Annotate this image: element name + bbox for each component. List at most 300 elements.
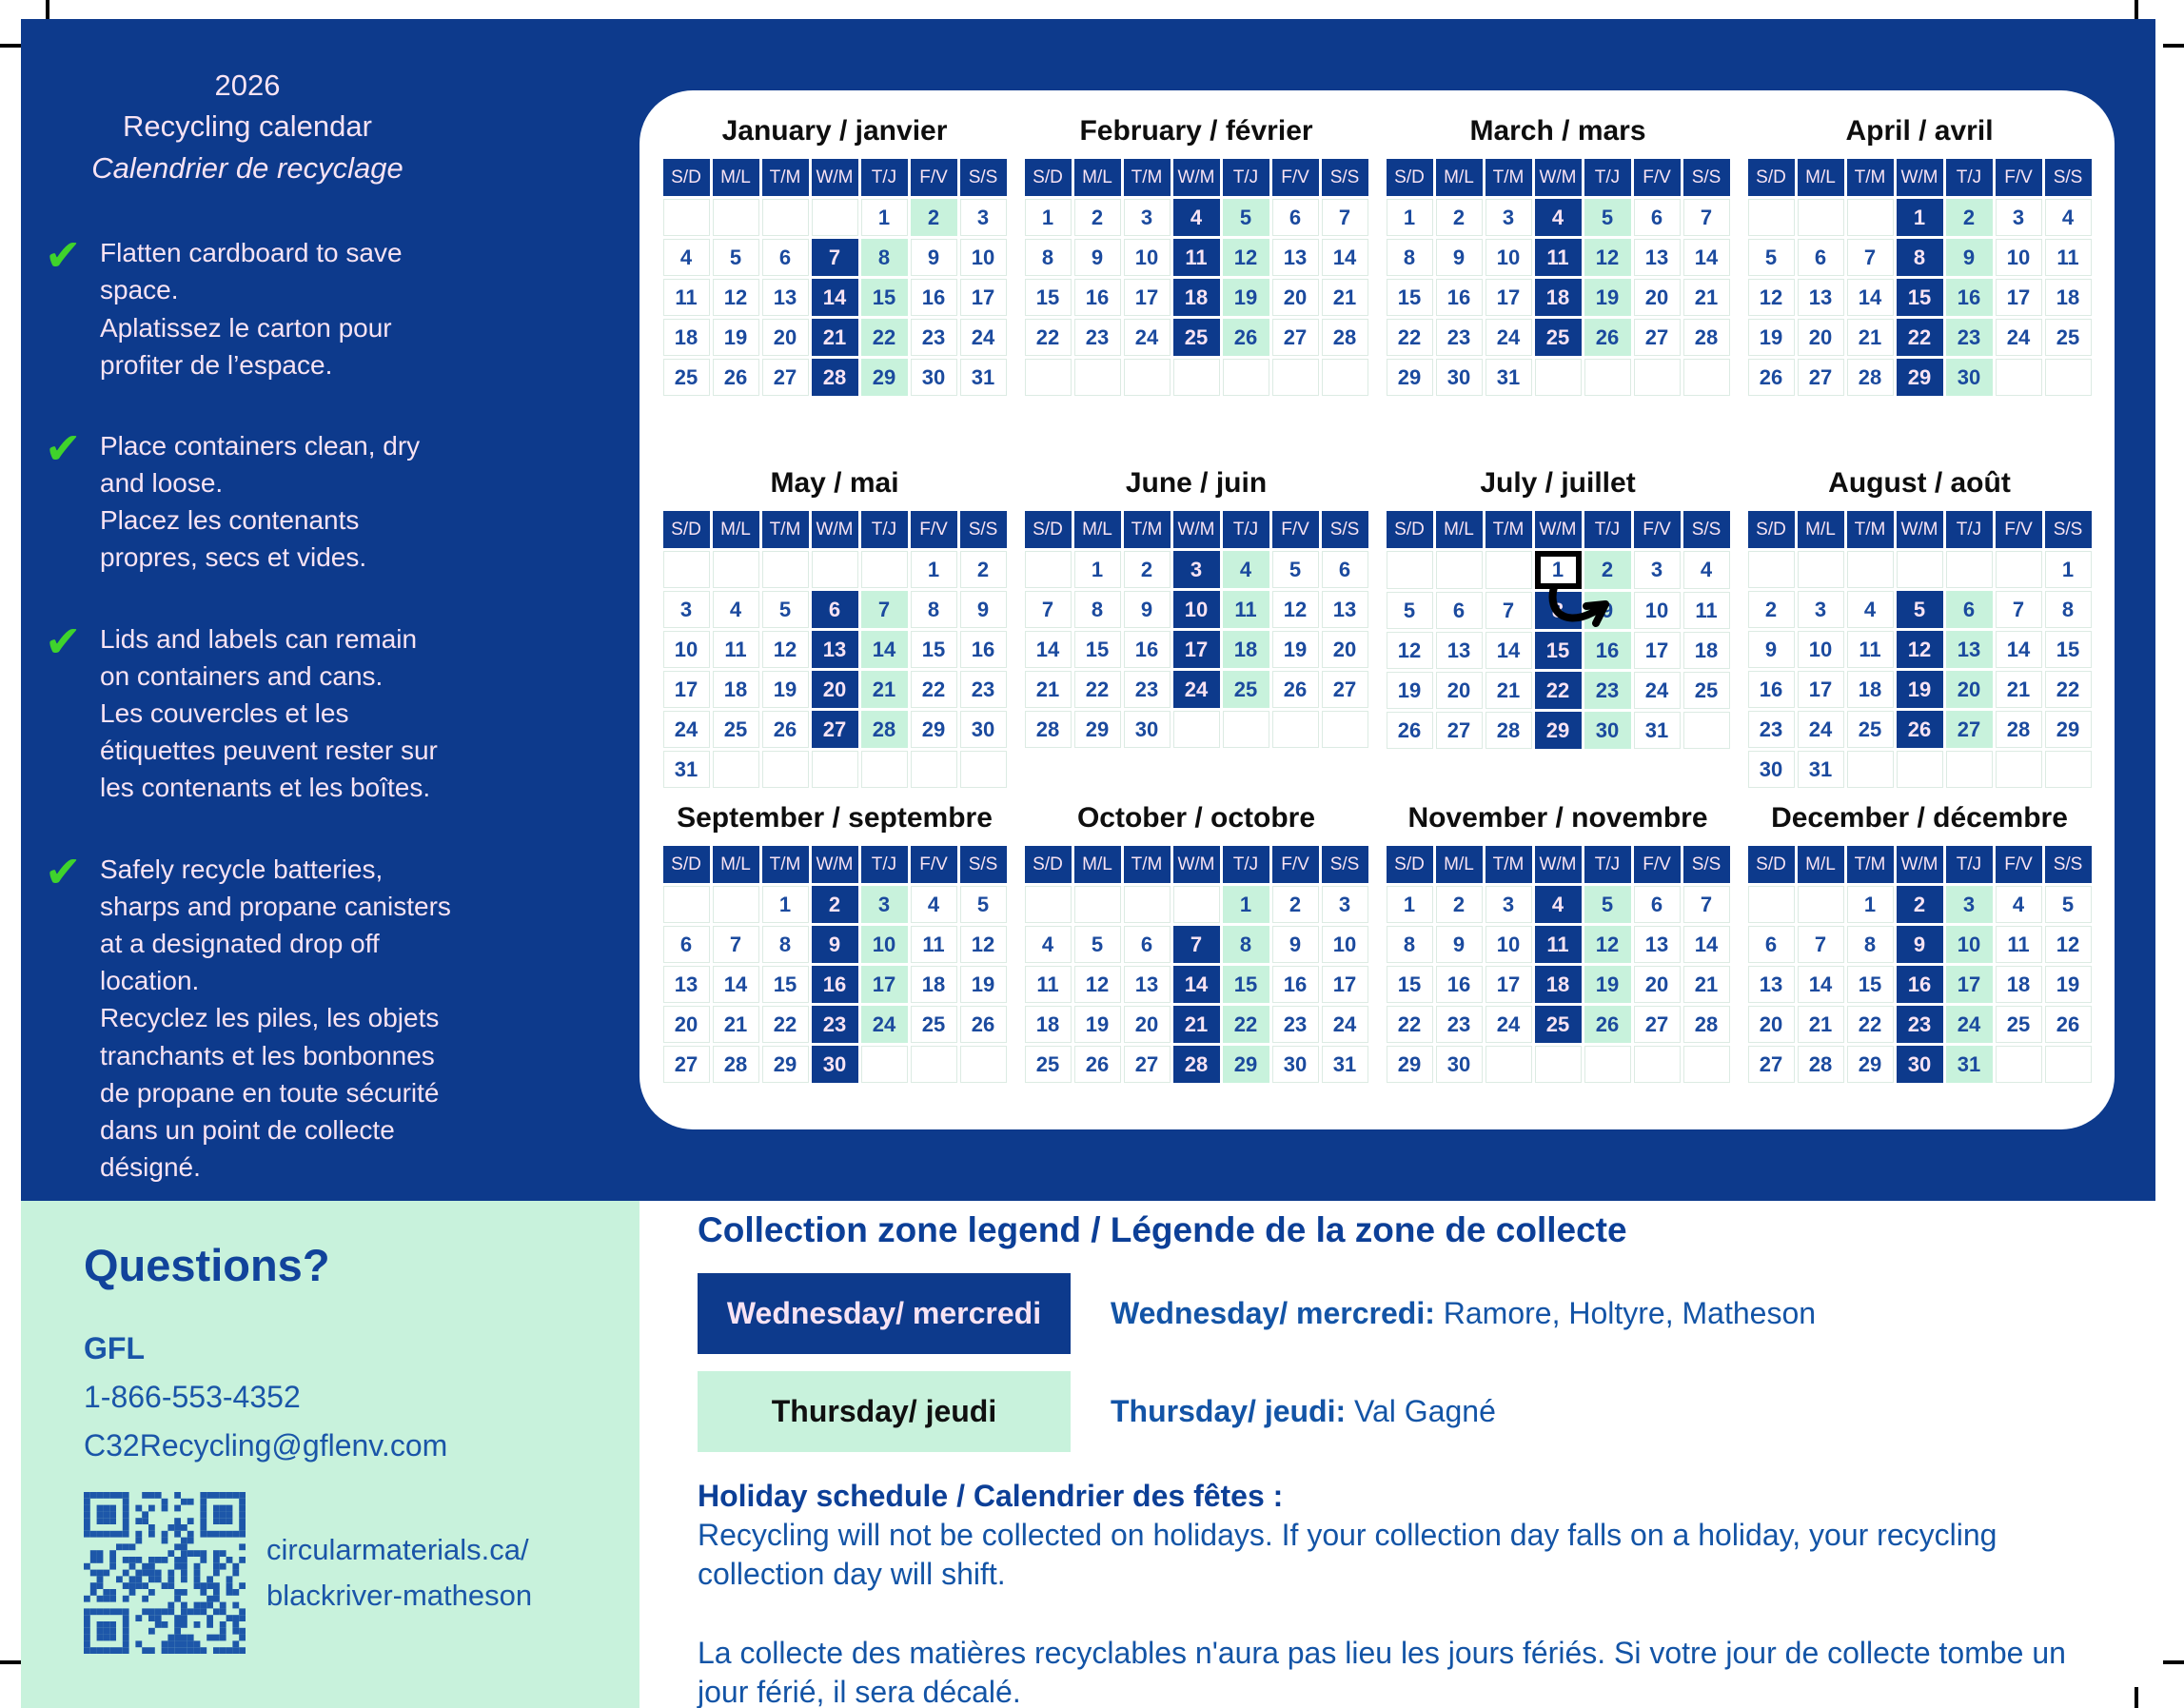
day-header: M/L [1798, 159, 1844, 196]
day-cell: 20 [762, 319, 809, 356]
day-cell: 28 [812, 359, 858, 396]
day-cell: 28 [1798, 1046, 1844, 1083]
day-cell: 15 [1025, 279, 1072, 316]
day-header: T/M [762, 159, 809, 196]
tip-text-en: Safely recycle batteries, sharps and propane canisters at a designated drop off location. [100, 854, 451, 996]
day-cell: 19 [713, 319, 759, 356]
empty-cell [1322, 359, 1368, 396]
day-cell: 6 [1748, 926, 1795, 963]
day-cell: 14 [1683, 926, 1730, 963]
wednesday-label-bold: Wednesday/ mercredi: [1111, 1296, 1435, 1330]
day-header: T/M [1124, 159, 1171, 196]
day-cell: 11 [713, 631, 759, 668]
day-cell: 6 [1436, 592, 1483, 629]
day-header: T/M [1847, 159, 1894, 196]
day-cell: 11 [1535, 926, 1582, 963]
month-grid-september [660, 843, 1010, 1086]
empty-cell [1748, 551, 1795, 588]
questions-title: Questions? [84, 1240, 330, 1290]
empty-cell [1535, 1046, 1582, 1083]
day-cell: 6 [1322, 551, 1368, 588]
day-cell: 23 [1946, 319, 1993, 356]
month-title-january: January / janvier [721, 115, 948, 147]
day-cell: 14 [1798, 966, 1844, 1003]
day-cell: 10 [960, 239, 1007, 276]
day-cell: 19 [762, 671, 809, 708]
day-cell: 25 [2045, 319, 2092, 356]
checkmark-icon: ✔ [45, 229, 82, 282]
day-cell: 30 [812, 1046, 858, 1083]
day-header: S/S [1322, 511, 1368, 548]
months-grid [652, 115, 2102, 1086]
day-cell: 9 [812, 926, 858, 963]
month-july [1378, 467, 1738, 802]
day-cell: 19 [2045, 966, 2092, 1003]
day-cell: 15 [2045, 631, 2092, 668]
day-header: S/D [1748, 159, 1795, 196]
day-cell: 6 [1798, 239, 1844, 276]
day-cell: 12 [1387, 632, 1433, 669]
tip-item [43, 845, 452, 1187]
day-cell: 6 [1272, 199, 1319, 236]
day-cell: 25 [713, 711, 759, 748]
day-cell: 26 [762, 711, 809, 748]
day-cell: 17 [1322, 966, 1368, 1003]
day-cell: 21 [1847, 319, 1894, 356]
day-cell: 28 [1025, 711, 1072, 748]
day-cell: 3 [663, 591, 710, 628]
day-cell: 10 [1946, 926, 1993, 963]
day-cell: 9 [911, 239, 957, 276]
day-cell: 9 [960, 591, 1007, 628]
day-cell: 2 [812, 886, 858, 923]
day-cell: 28 [861, 711, 908, 748]
day-cell: 20 [1634, 966, 1681, 1003]
tip-text-en: Flatten cardboard to save space. [100, 238, 403, 305]
day-cell: 5 [713, 239, 759, 276]
empty-cell [1996, 1046, 2042, 1083]
empty-cell [1683, 359, 1730, 396]
day-cell: 13 [1946, 631, 1993, 668]
day-cell: 28 [1847, 359, 1894, 396]
day-header: S/D [1025, 511, 1072, 548]
day-cell: 5 [1272, 551, 1319, 588]
tip-item [43, 615, 452, 807]
day-header: T/J [861, 846, 908, 883]
day-cell: 15 [1387, 966, 1433, 1003]
tip-text-fr: Recyclez les piles, les objets tranchants et les bonbonnes de propane en toute sécurité dans un point de collecte désigné. [100, 1003, 440, 1183]
day-cell: 27 [1322, 671, 1368, 708]
day-cell: 2 [1124, 551, 1171, 588]
day-cell: 3 [1996, 199, 2042, 236]
day-cell: 10 [1124, 239, 1171, 276]
day-header: S/D [1025, 846, 1072, 883]
empty-cell [762, 199, 809, 236]
day-cell: 24 [1486, 1006, 1532, 1043]
day-cell: 8 [1897, 239, 1943, 276]
month-may [655, 467, 1014, 802]
day-cell: 14 [1025, 631, 1072, 668]
month-january [655, 115, 1014, 467]
day-cell: 1 [861, 199, 908, 236]
day-cell: 11 [1996, 926, 2042, 963]
day-cell: 29 [1387, 359, 1433, 396]
empty-cell [812, 751, 858, 788]
day-cell: 11 [1025, 966, 1072, 1003]
day-header: W/M [1173, 511, 1220, 548]
month-grid-february [1022, 156, 1371, 399]
day-cell: 29 [1535, 712, 1582, 749]
day-cell: 23 [960, 671, 1007, 708]
empty-cell [861, 751, 908, 788]
empty-cell [1946, 551, 1993, 588]
day-cell: 26 [1387, 712, 1433, 749]
collection-zone-legend [698, 1210, 2158, 1708]
day-cell: 25 [663, 359, 710, 396]
day-cell: 27 [1272, 319, 1319, 356]
day-cell: 22 [1223, 1006, 1269, 1043]
empty-cell [1124, 359, 1171, 396]
day-cell: 18 [713, 671, 759, 708]
empty-cell [713, 751, 759, 788]
day-cell: 3 [1322, 886, 1368, 923]
day-header: T/J [1223, 846, 1269, 883]
questions-block [21, 1201, 639, 1708]
website-url [266, 1527, 532, 1619]
day-header: M/L [713, 846, 759, 883]
day-header: S/D [663, 511, 710, 548]
day-cell: 29 [762, 1046, 809, 1083]
sidebar [43, 65, 452, 1186]
day-cell: 13 [1634, 239, 1681, 276]
day-cell: 28 [1683, 1006, 1730, 1043]
month-november [1378, 802, 1738, 1086]
day-cell: 6 [1634, 199, 1681, 236]
day-cell: 7 [1025, 591, 1072, 628]
day-cell: 4 [1847, 591, 1894, 628]
day-cell: 7 [713, 926, 759, 963]
day-cell: 12 [1074, 966, 1121, 1003]
month-april [1740, 115, 2099, 467]
day-cell: 25 [1223, 671, 1269, 708]
empty-cell [1897, 551, 1943, 588]
day-cell: 24 [1124, 319, 1171, 356]
day-header: W/M [812, 511, 858, 548]
empty-cell [2045, 751, 2092, 788]
day-cell: 30 [1897, 1046, 1943, 1083]
day-header: F/V [1996, 511, 2042, 548]
tip-text-fr: Aplatissez le carton pour profiter de l’espace. [100, 312, 392, 380]
day-cell: 31 [663, 751, 710, 788]
day-cell: 22 [762, 1006, 809, 1043]
day-cell: 17 [1634, 632, 1681, 669]
day-header: S/D [1748, 846, 1795, 883]
day-cell: 15 [1847, 966, 1894, 1003]
day-cell: 21 [1173, 1006, 1220, 1043]
day-header: F/V [911, 846, 957, 883]
day-cell: 21 [812, 319, 858, 356]
day-cell: 27 [1634, 1006, 1681, 1043]
day-cell: 13 [1322, 591, 1368, 628]
empty-cell [1748, 886, 1795, 923]
day-cell: 26 [2045, 1006, 2092, 1043]
day-header: S/S [2045, 159, 2092, 196]
day-cell: 17 [861, 966, 908, 1003]
day-cell: 12 [1748, 279, 1795, 316]
day-cell: 1 [1074, 551, 1121, 588]
day-cell: 19 [1584, 279, 1631, 316]
crop-mark [0, 44, 21, 48]
day-cell: 7 [1173, 926, 1220, 963]
day-cell: 26 [1748, 359, 1795, 396]
empty-cell [663, 199, 710, 236]
day-cell: 25 [911, 1006, 957, 1043]
day-cell: 28 [713, 1046, 759, 1083]
day-cell: 9 [1124, 591, 1171, 628]
day-cell: 31 [1634, 712, 1681, 749]
day-cell: 18 [1847, 671, 1894, 708]
day-header: W/M [1173, 846, 1220, 883]
day-cell: 20 [663, 1006, 710, 1043]
day-cell: 30 [1748, 751, 1795, 788]
empty-cell [812, 199, 858, 236]
tip-text-en: Place containers clean, dry and loose. [100, 430, 421, 499]
crop-mark [2163, 44, 2184, 48]
month-october [1016, 802, 1376, 1086]
empty-cell [1996, 751, 2042, 788]
day-header: T/M [1124, 511, 1171, 548]
day-cell: 12 [1584, 239, 1631, 276]
empty-cell [1634, 1046, 1681, 1083]
day-header: F/V [1996, 159, 2042, 196]
day-cell: 22 [1387, 319, 1433, 356]
day-cell: 15 [861, 279, 908, 316]
day-cell: 5 [960, 886, 1007, 923]
empty-cell [861, 551, 908, 588]
crop-mark [2163, 1660, 2184, 1664]
day-cell: 16 [960, 631, 1007, 668]
day-cell: 27 [1634, 319, 1681, 356]
day-cell: 10 [1996, 239, 2042, 276]
month-title-september: September / septembre [677, 802, 993, 834]
day-cell: 19 [1272, 631, 1319, 668]
day-header: S/S [2045, 846, 2092, 883]
day-cell: 14 [1847, 279, 1894, 316]
day-cell: 7 [1322, 199, 1368, 236]
empty-cell [1173, 886, 1220, 923]
empty-cell [1847, 751, 1894, 788]
day-cell: 5 [762, 591, 809, 628]
day-cell: 8 [1074, 591, 1121, 628]
day-cell: 11 [2045, 239, 2092, 276]
day-cell: 10 [1173, 591, 1220, 628]
day-cell: 31 [960, 359, 1007, 396]
day-cell: 2 [1897, 886, 1943, 923]
day-header: T/J [1584, 846, 1631, 883]
day-cell: 8 [861, 239, 908, 276]
day-cell: 7 [812, 239, 858, 276]
tips-list [43, 229, 452, 1186]
day-cell: 30 [1946, 359, 1993, 396]
day-cell: 25 [1535, 319, 1582, 356]
empty-cell [1847, 199, 1894, 236]
empty-cell [1322, 711, 1368, 748]
empty-cell [1584, 1046, 1631, 1083]
day-cell: 29 [1387, 1046, 1433, 1083]
day-cell: 30 [960, 711, 1007, 748]
empty-cell [1996, 551, 2042, 588]
day-cell: 14 [1322, 239, 1368, 276]
day-cell: 16 [911, 279, 957, 316]
month-grid-august [1745, 508, 2095, 791]
day-cell: 24 [861, 1006, 908, 1043]
day-cell: 30 [1436, 1046, 1483, 1083]
month-december [1740, 802, 2099, 1086]
day-cell: 18 [1683, 632, 1730, 669]
day-cell: 14 [812, 279, 858, 316]
day-cell: 15 [1223, 966, 1269, 1003]
day-cell: 20 [1634, 279, 1681, 316]
day-cell: 24 [1486, 319, 1532, 356]
day-cell: 4 [911, 886, 957, 923]
day-cell: 21 [1486, 672, 1532, 709]
day-cell: 28 [1996, 711, 2042, 748]
month-march [1378, 115, 1738, 467]
calendar-title-fr: Calendrier de recyclage [91, 150, 403, 185]
wednesday-label-areas: Ramore, Holtyre, Matheson [1434, 1296, 1817, 1330]
day-header: F/V [1634, 846, 1681, 883]
empty-cell [1897, 751, 1943, 788]
day-cell: 27 [1946, 711, 1993, 748]
day-header: S/S [1683, 511, 1730, 548]
day-cell: 6 [1946, 591, 1993, 628]
day-cell: 1 [2045, 551, 2092, 588]
day-header: W/M [1535, 159, 1582, 196]
day-cell: 8 [1387, 926, 1433, 963]
month-title-may: May / mai [770, 467, 899, 499]
day-cell: 23 [812, 1006, 858, 1043]
empty-cell [1535, 359, 1582, 396]
day-cell: 23 [1074, 319, 1121, 356]
day-cell: 4 [1173, 199, 1220, 236]
day-cell: 11 [1683, 592, 1730, 629]
day-cell: 6 [762, 239, 809, 276]
day-cell: 24 [1173, 671, 1220, 708]
day-cell: 6 [1124, 926, 1171, 963]
day-header: T/J [861, 511, 908, 548]
day-cell: 24 [960, 319, 1007, 356]
day-cell: 22 [1074, 671, 1121, 708]
day-header: T/J [1584, 511, 1631, 548]
day-cell: 8 [1025, 239, 1072, 276]
day-cell: 1 [1847, 886, 1894, 923]
day-cell: 10 [1322, 926, 1368, 963]
day-cell: 1 [1387, 886, 1433, 923]
zone-row-wednesday [698, 1273, 2158, 1354]
day-cell: 14 [1486, 632, 1532, 669]
day-header: T/J [1584, 159, 1631, 196]
day-cell: 18 [1535, 966, 1582, 1003]
day-header: T/J [1223, 159, 1269, 196]
tip-item [43, 422, 452, 577]
day-cell: 2 [1074, 199, 1121, 236]
day-header: M/L [713, 159, 759, 196]
empty-cell [1946, 751, 1993, 788]
day-cell: 3 [960, 199, 1007, 236]
day-cell: 26 [1223, 319, 1269, 356]
day-cell: 12 [960, 926, 1007, 963]
day-cell: 12 [1584, 926, 1631, 963]
thursday-zone-label [1111, 1394, 1496, 1429]
day-cell: 18 [1025, 1006, 1072, 1043]
day-cell: 16 [1584, 632, 1631, 669]
day-cell: 22 [2045, 671, 2092, 708]
empty-cell [1025, 551, 1072, 588]
day-header: M/L [1798, 846, 1844, 883]
day-header: S/D [663, 159, 710, 196]
empty-cell [1584, 359, 1631, 396]
day-cell: 7 [1683, 199, 1730, 236]
calendar-card [639, 90, 2115, 1129]
month-title-april: April / avril [1845, 115, 1994, 147]
day-cell: 22 [861, 319, 908, 356]
day-cell: 27 [1436, 712, 1483, 749]
day-header: W/M [812, 846, 858, 883]
day-cell: 1 [1025, 199, 1072, 236]
empty-cell [1683, 1046, 1730, 1083]
day-cell: 16 [1748, 671, 1795, 708]
day-cell: 22 [1387, 1006, 1433, 1043]
day-cell: 22 [1897, 319, 1943, 356]
day-cell: 4 [2045, 199, 2092, 236]
day-cell: 29 [911, 711, 957, 748]
day-cell: 18 [1173, 279, 1220, 316]
day-header: S/D [1387, 846, 1433, 883]
day-header: T/J [1946, 511, 1993, 548]
day-cell: 15 [911, 631, 957, 668]
day-cell: 23 [1272, 1006, 1319, 1043]
day-cell: 4 [1683, 551, 1730, 589]
day-cell: 17 [1486, 279, 1532, 316]
day-cell: 3 [1173, 551, 1220, 588]
day-cell: 31 [1322, 1046, 1368, 1083]
empty-cell [1683, 712, 1730, 749]
day-cell: 15 [1074, 631, 1121, 668]
day-cell: 10 [1798, 631, 1844, 668]
day-cell: 20 [1124, 1006, 1171, 1043]
empty-cell [1798, 199, 1844, 236]
day-cell: 13 [663, 966, 710, 1003]
day-header: W/M [1897, 511, 1943, 548]
day-header: S/S [1683, 159, 1730, 196]
day-header: M/L [1436, 511, 1483, 548]
day-cell: 12 [762, 631, 809, 668]
day-header: W/M [812, 159, 858, 196]
day-cell: 5 [2045, 886, 2092, 923]
day-header: T/M [1847, 511, 1894, 548]
checkmark-icon: ✔ [45, 422, 82, 474]
day-cell: 3 [1634, 551, 1681, 589]
day-cell: 16 [1946, 279, 1993, 316]
day-header: S/D [1387, 511, 1433, 548]
day-cell: 9 [1074, 239, 1121, 276]
day-cell: 19 [1897, 671, 1943, 708]
empty-cell [960, 751, 1007, 788]
day-cell: 30 [1436, 359, 1483, 396]
day-cell: 12 [1272, 591, 1319, 628]
day-cell: 30 [1584, 712, 1631, 749]
day-cell: 7 [1683, 886, 1730, 923]
